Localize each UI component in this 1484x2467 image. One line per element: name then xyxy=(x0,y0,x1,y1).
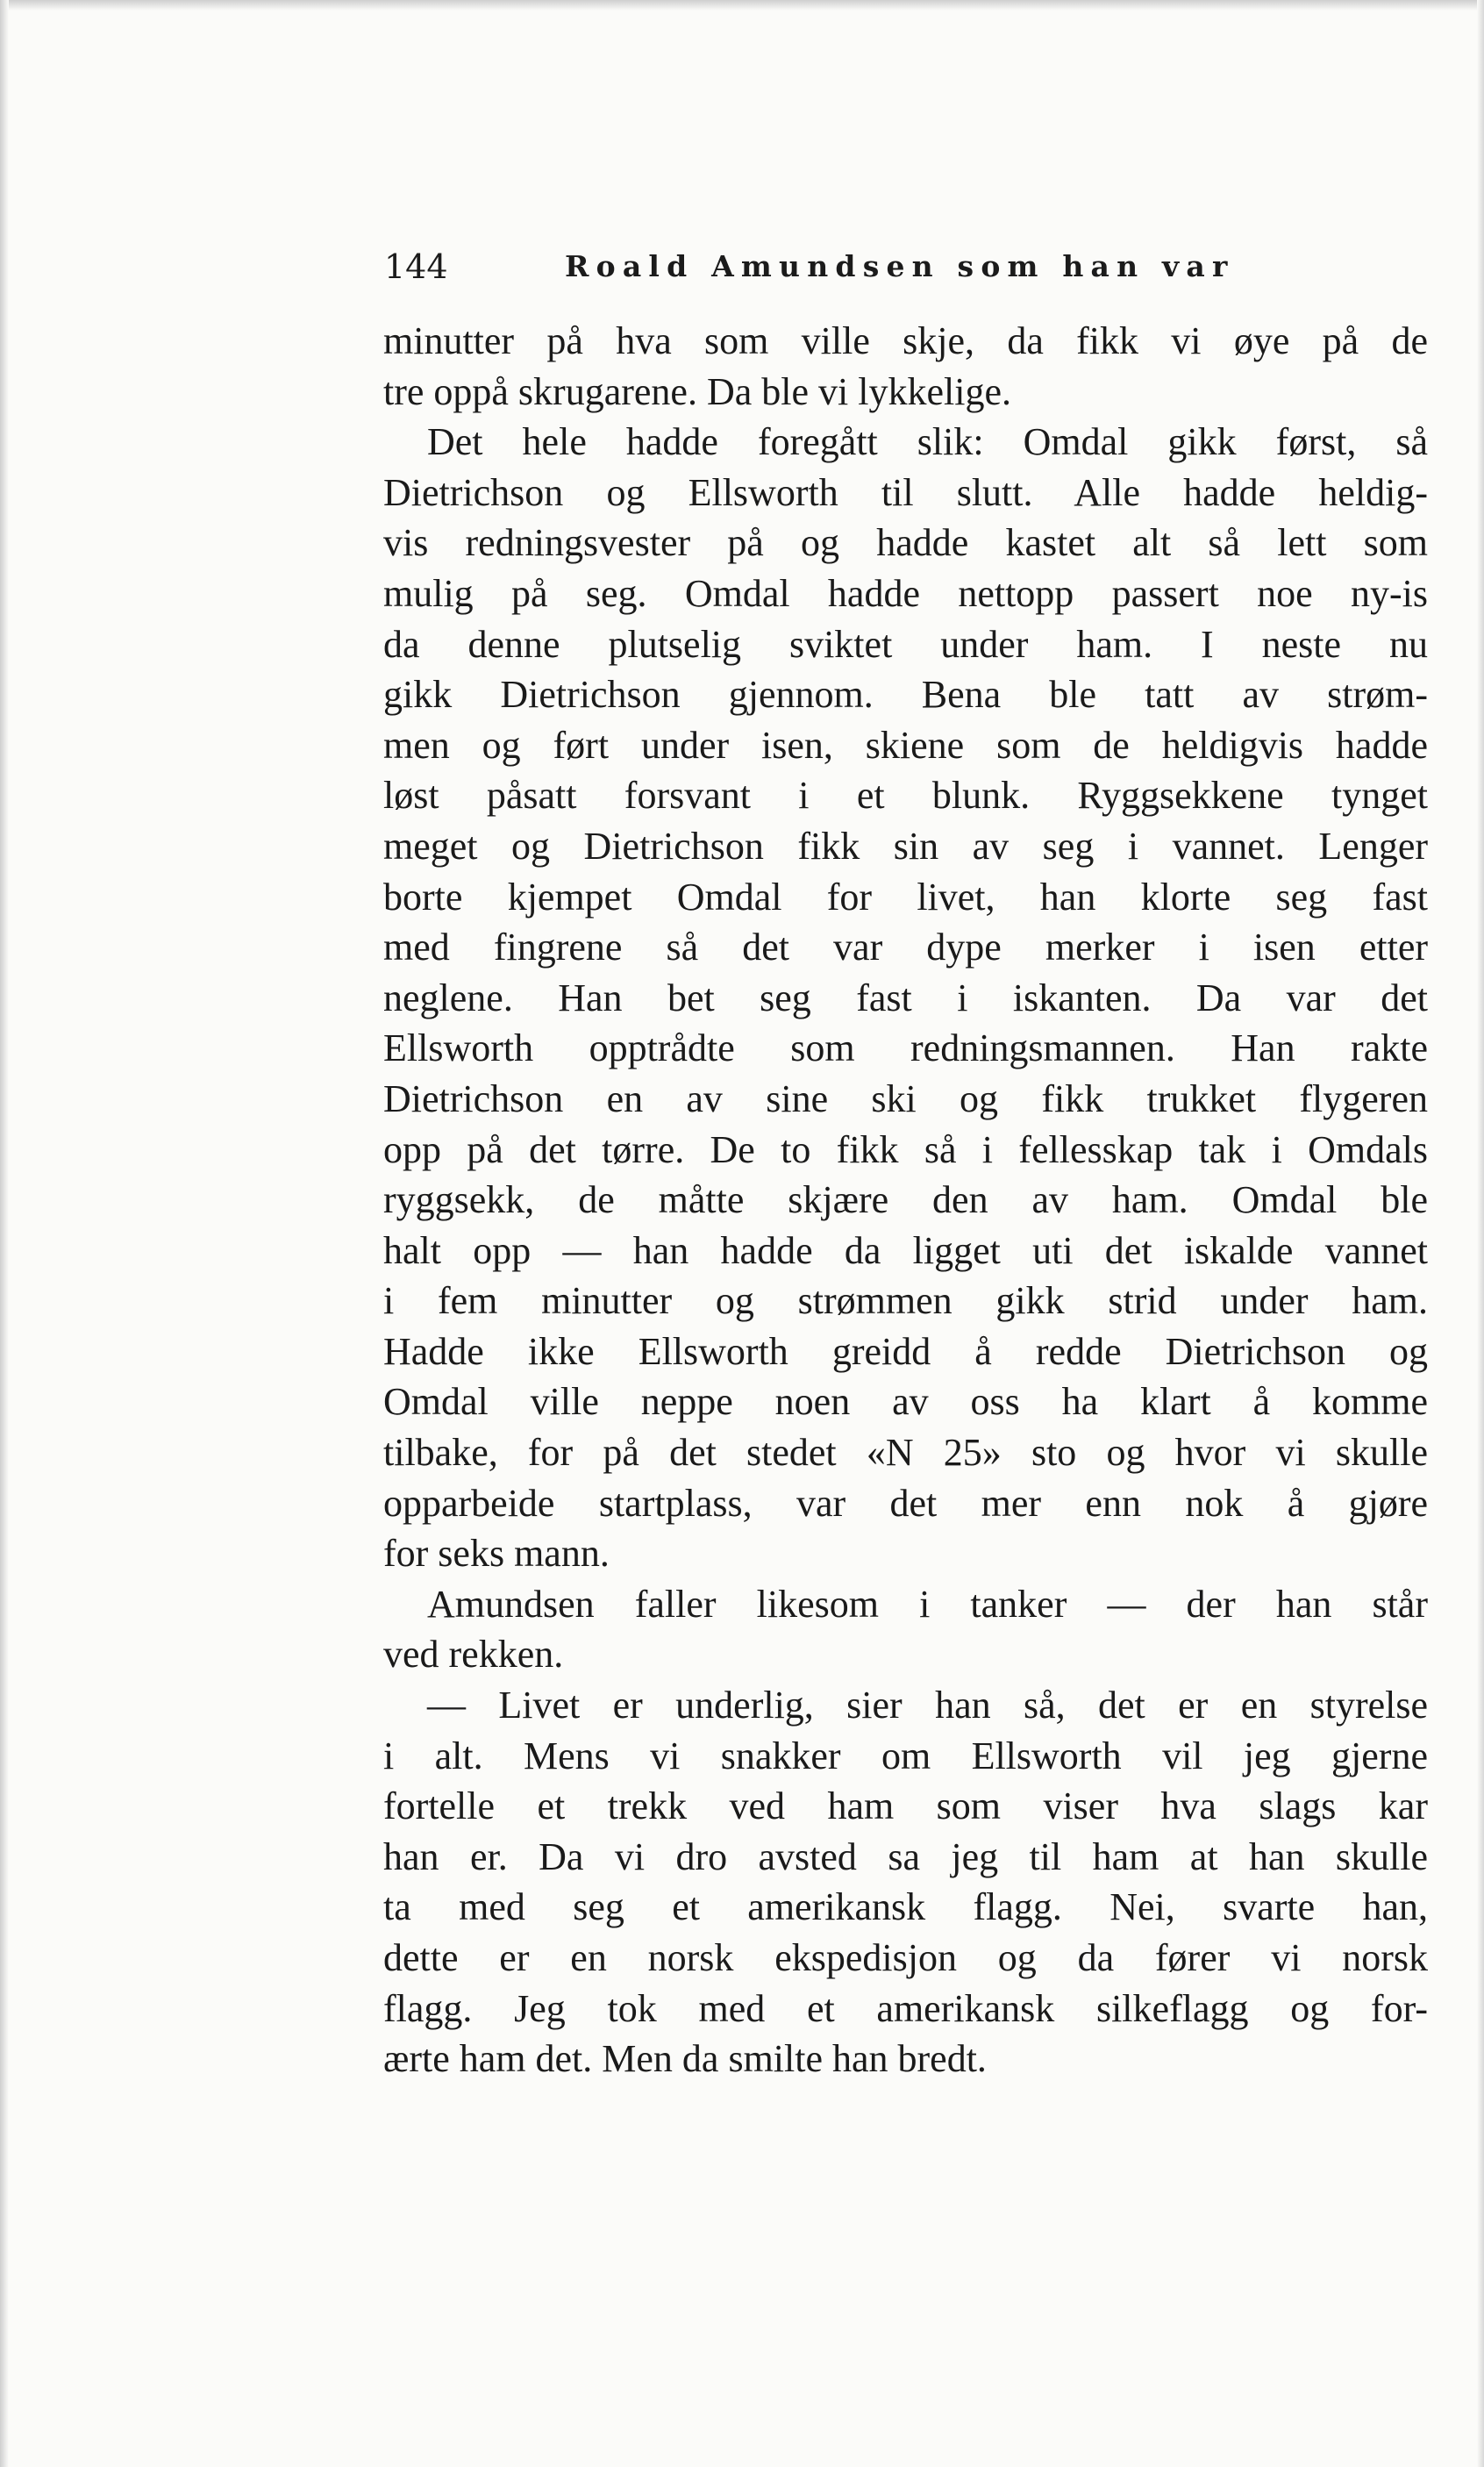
text-line: ryggsekk, de måtte skjære den av ham. Omdal ble xyxy=(383,1178,1428,1222)
text-line: ta med seg et amerikansk flagg. Nei, svarte han, xyxy=(383,1885,1428,1929)
text-line: opp på det tørre. De to fikk så i fellesskap tak i Omdals xyxy=(383,1127,1428,1171)
text-line: med fingrene så det var dype merker i isen etter xyxy=(383,926,1428,969)
text-line: han er. Da vi dro avsted sa jeg til ham at han skulle xyxy=(383,1834,1428,1878)
text-line: fortelle et trekk ved ham som viser hva slags kar xyxy=(383,1784,1428,1828)
scan-edge-left xyxy=(0,0,9,2467)
text-line: halt opp — han hadde da ligget uti det iskalde vannet xyxy=(383,1228,1428,1272)
text-line: meget og Dietrichson fikk sin av seg i vannet. Lenger xyxy=(383,824,1428,868)
text-line: flagg. Jeg tok med et amerikansk silkeflagg og for- xyxy=(383,1986,1428,2030)
text-line: da denne plutselig sviktet under ham. I neste nu xyxy=(383,622,1428,666)
text-line: i alt. Mens vi snakker om Ellsworth vil jeg gjerne xyxy=(383,1734,1428,1777)
text-line: Hadde ikke Ellsworth greidd å redde Dietrichson og xyxy=(383,1329,1428,1373)
text-line: løst påsatt forsvant i et blunk. Ryggsekkene tynget xyxy=(383,774,1428,818)
text-line: Amundsen faller likesom i tanker — der han står xyxy=(427,1582,1428,1626)
text-line: Det hele hadde foregått slik: Omdal gikk først, så xyxy=(427,420,1428,464)
text-line: dette er en norsk ekspedisjon og da fører vi norsk xyxy=(383,1936,1428,1979)
scan-edge-right xyxy=(1477,0,1484,2467)
text-line: ærte ham det. Men da smilte han bredt. xyxy=(383,2037,987,2081)
scan-edge-top xyxy=(0,0,1484,11)
text-line: Omdal ville neppe noen av oss ha klart å komme xyxy=(383,1380,1428,1424)
text-line: tre oppå skrugarene. Da ble vi lykkelige. xyxy=(383,369,1011,413)
text-line: borte kjempet Omdal for livet, han klorte seg fast xyxy=(383,875,1428,919)
body-text xyxy=(383,316,1428,2084)
text-line: ved rekken. xyxy=(383,1633,564,1677)
text-line: neglene. Han bet seg fast i iskanten. Da var det xyxy=(383,976,1428,1019)
book-title: Roald Amundsen som han var xyxy=(565,249,1235,283)
text-line: mulig på seg. Omdal hadde nettopp passert noe ny-is xyxy=(383,571,1428,615)
text-line: for seks mann. xyxy=(383,1532,610,1576)
text-line: gikk Dietrichson gjennom. Bena ble tatt av strøm- xyxy=(383,673,1428,717)
text-line: — Livet er underlig, sier han så, det er en styrelse xyxy=(427,1684,1428,1727)
text-line: Dietrichson og Ellsworth til slutt. Alle hadde heldig- xyxy=(383,470,1428,514)
text-line: opparbeide startplass, var det mer enn nok å gjøre xyxy=(383,1481,1428,1525)
text-line: minutter på hva som ville skje, da fikk vi øye på de xyxy=(383,319,1428,362)
page-number: 144 xyxy=(384,247,448,286)
text-line: men og ført under isen, skiene som de heldigvis hadde xyxy=(383,723,1428,767)
text-line: vis redningsvester på og hadde kastet alt så lett som xyxy=(383,521,1428,565)
text-line: i fem minutter og strømmen gikk strid under ham. xyxy=(383,1279,1428,1323)
text-line: Dietrichson en av sine ski og fikk trukket flygeren xyxy=(383,1076,1428,1120)
text-line: Ellsworth opptrådte som redningsmannen. Han rakte xyxy=(383,1026,1428,1070)
text-line: tilbake, for på det stedet «N 25» sto og hvor vi skulle xyxy=(383,1431,1428,1475)
